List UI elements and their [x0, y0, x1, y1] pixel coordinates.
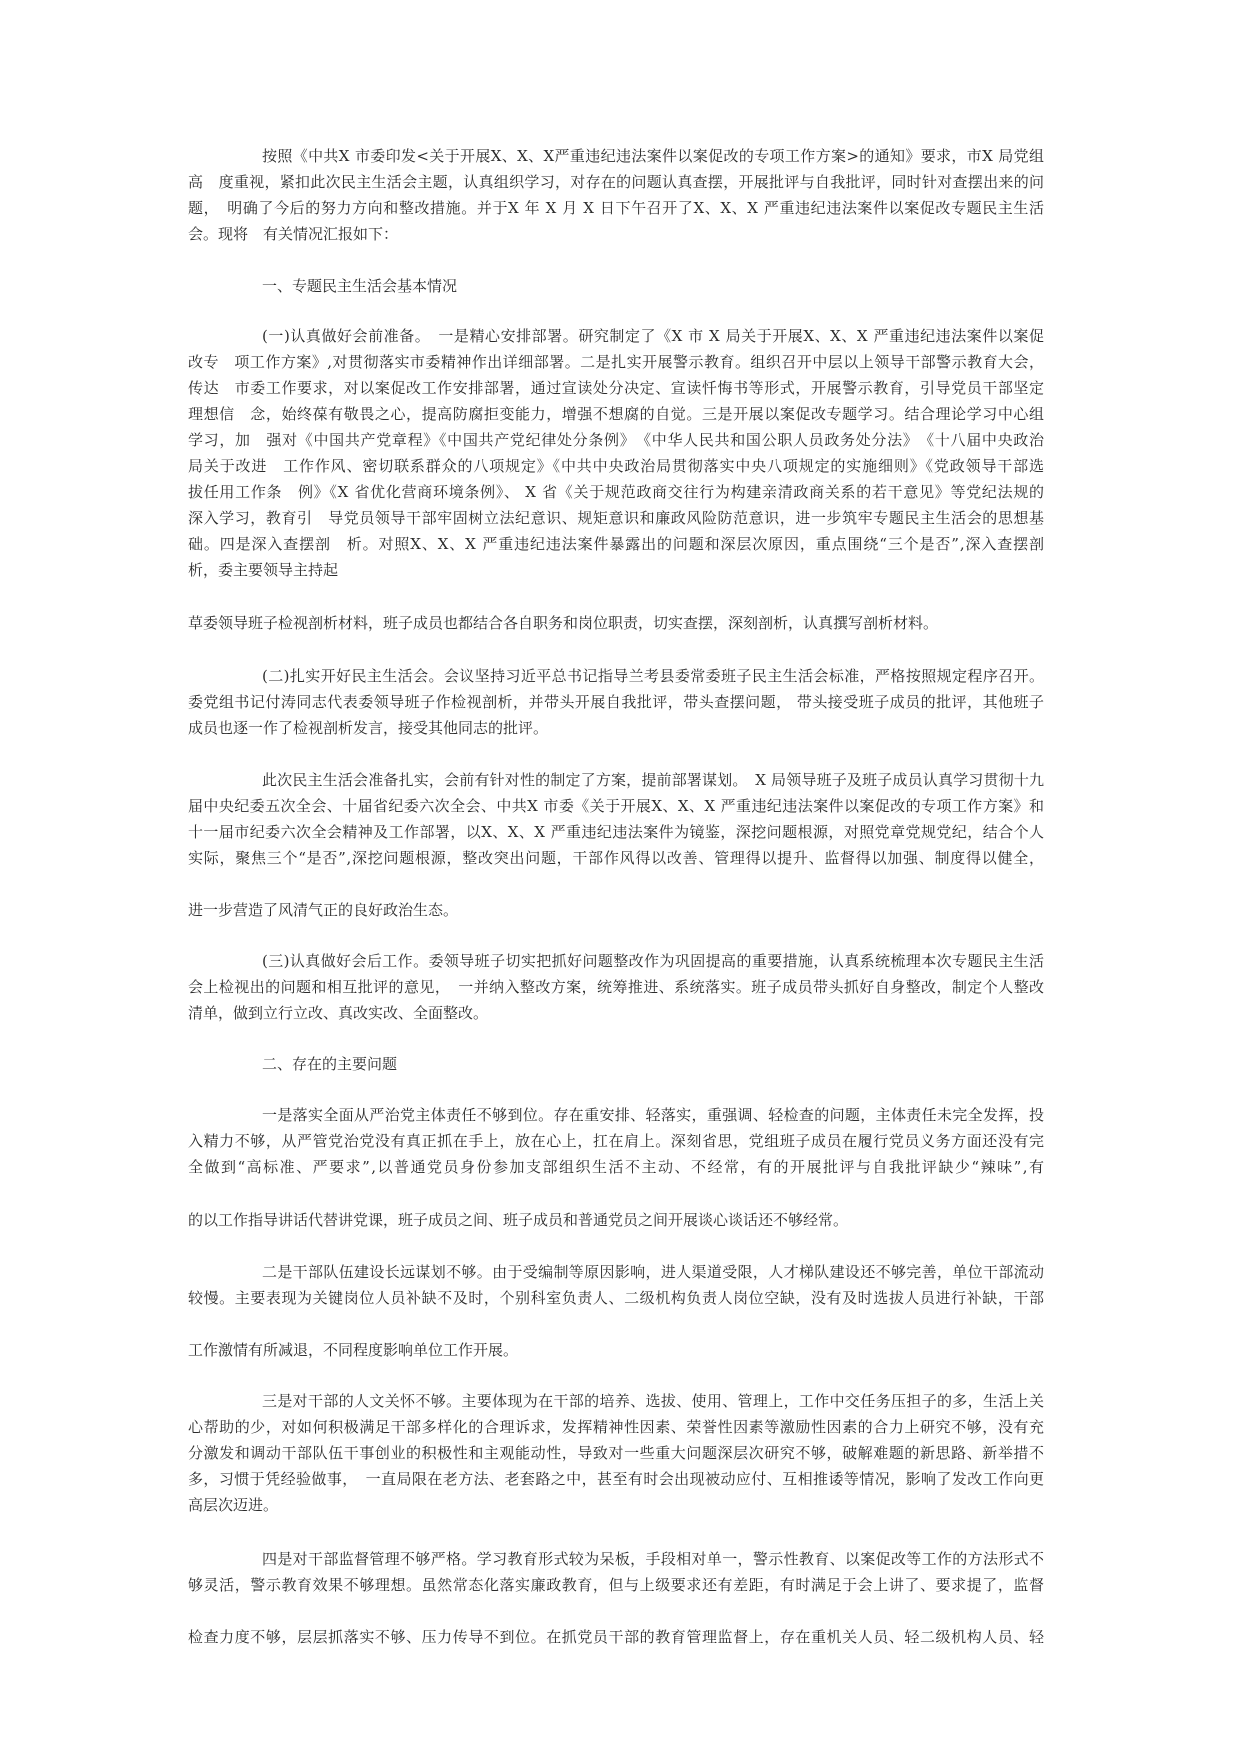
text-line: 的以工作指导讲话代替讲党课，班子成员之间、班子成员和普通党员之间开展谈心谈话还不够经常。: [188, 1211, 849, 1229]
text-line: 高 度重视，紧扣此次民主生活会主题，认真组织学习，对存在的问题认真查摆，开展批评与自我批评，同时针对查摆出来的问: [188, 173, 1045, 191]
text-line: 理想信 念，始终葆有敬畏之心，提高防腐拒变能力，增强不想腐的自觉。三是开展以案促改专题学习。结合理论学习中心组: [188, 405, 1045, 423]
text-line: 清单，做到立行立改、真改实改、全面整改。: [188, 1004, 489, 1022]
text-line: (二)扎实开好民主生活会。会议坚持习近平总书记指导兰考县委常委班子民主生活会标准，严格按照规定程序召开。: [262, 667, 1045, 685]
text-line: 局关于改进 工作作风、密切联系群众的八项规定》《中共中央政治局贯彻落实中央八项规定的实施细则》《党政领导干部选: [188, 457, 1045, 475]
text-line: 二是干部队伍建设长远谋划不够。由于受编制等原因影响，进人渠道受限，人才梯队建设还不够完善，单位干部流动: [262, 1263, 1045, 1281]
text-line: 改专 项工作方案》,对贯彻落实市委精神作出详细部署。二是扎实开展警示教育。组织召开中层以上领导干部警示教育大会，: [188, 353, 1045, 371]
text-line: (三)认真做好会后工作。委领导班子切实把抓好问题整改作为巩固提高的重要措施，认真系统梳理本次专题民主生活: [262, 952, 1045, 970]
text-line: 拔任用工作条 例》《X 省优化营商环境条例》、 X 省《关于规范政商交往行为构建亲清政商关系的若干意见》等党纪法规的: [188, 483, 1045, 501]
text-line: 够灵活，警示教育效果不够理想。虽然常态化落实廉政教育，但与上级要求还有差距，有时满足于会上讲了、要求提了，监督: [188, 1576, 1045, 1594]
text-line: 成员也逐一作了检视剖析发言，接受其他同志的批评。: [188, 719, 549, 737]
text-line: 草委领导班子检视剖析材料，班子成员也都结合各自职务和岗位职责，切实查摆，深刻剖析，认真撰写剖析材料。: [188, 614, 939, 632]
text-line: 心帮助的少，对如何积极满足干部多样化的合理诉求，发挥精神性因素、荣誉性因素等激励性因素的合力上研究不够，没有充: [188, 1418, 1045, 1436]
text-line: 委党组书记付涛同志代表委领导班子作检视剖析，并带头开展自我批评，带头查摆问题， 带头接受班子成员的批评，其他班子: [188, 693, 1045, 711]
text-line: 较慢。主要表现为关键岗位人员补缺不及时，个别科室负责人、二级机构负责人岗位空缺，没有及时选拔人员进行补缺，干部: [188, 1289, 1045, 1307]
text-line: 进一步营造了风清气正的良好政治生态。: [188, 901, 459, 919]
text-line: 全做到“高标准、严要求”,以普通党员身份参加支部组织生活不主动、不经常，有的开展批评与自我批评缺少“辣味”,有: [188, 1158, 1046, 1176]
text-line: 多，习惯于凭经验做事， 一直局限在老方法、老套路之中，甚至有时会出现被动应付、互相推诿等情况，影响了发改工作向更: [188, 1470, 1045, 1488]
text-line: 一、专题民主生活会基本情况: [262, 277, 458, 295]
text-line: 工作激情有所减退，不同程度影响单位工作开展。: [188, 1341, 519, 1359]
text-line: 四是对干部监督管理不够严格。学习教育形式较为呆板，手段相对单一，警示性教育、以案促改等工作的方法形式不: [262, 1550, 1045, 1568]
text-line: 十一届市纪委六次全会精神及工作部署，以X、X、X 严重违纪违法案件为镜鉴，深挖问题根源，对照党章党规党纪，结合个人: [188, 823, 1045, 841]
text-line: 析，委主要领导主持起: [188, 561, 339, 579]
text-line: 实际，聚焦三个“是否”,深挖问题根源，整改突出问题，干部作风得以改善、管理得以提升、监督得以加强、制度得以健全，: [188, 849, 1045, 867]
text-line: 届中央纪委五次全会、十届省纪委六次全会、中共X 市委《关于开展X、X、X 严重违纪违法案件以案促改的专项工作方案》和: [188, 797, 1045, 815]
text-line: 础。四是深入查摆剖 析。对照X、X、X 严重违纪违法案件暴露出的问题和深层次原因，重点围绕“三个是否”,深入查摆剖: [188, 535, 1045, 553]
text-line: (一)认真做好会前准备。 一是精心安排部署。研究制定了《X 市 X 局关于开展X、X、X 严重违纪违法案件以案促: [262, 327, 1045, 345]
text-line: 入精力不够，从严管党治党没有真正抓在手上，放在心上，扛在肩上。深刻省思，党组班子成员在履行党员义务方面还没有完: [188, 1132, 1045, 1150]
text-line: 高层次迈进。: [188, 1496, 279, 1514]
text-line: 会。现将 有关情况汇报如下：: [188, 225, 399, 243]
text-line: 一是落实全面从严治党主体责任不够到位。存在重安排、轻落实，重强调、轻检查的问题，主体责任未完全发挥，投: [262, 1106, 1045, 1124]
text-line: 此次民主生活会准备扎实，会前有针对性的制定了方案，提前部署谋划。 X 局领导班子及班子成员认真学习贯彻十九: [262, 771, 1045, 789]
text-line: 三是对干部的人文关怀不够。主要体现为在干部的培养、选拔、使用、管理上，工作中交任务压担子的多，生活上关: [262, 1392, 1045, 1410]
text-line: 检查力度不够，层层抓落实不够、压力传导不到位。在抓党员干部的教育管理监督上，存在重机关人员、轻二级机构人员、轻: [188, 1628, 1045, 1646]
text-line: 深入学习，教育引 导党员领导干部牢固树立法纪意识、规矩意识和廉政风险防范意识，进一步筑牢专题民主生活会的思想基: [188, 509, 1045, 527]
text-line: 题， 明确了今后的努力方向和整改措施。并于X 年 X 月 X 日下午召开了X、X、X 严重违纪违法案件以案促改专题民主生活: [188, 199, 1045, 217]
text-line: 传达 市委工作要求，对以案促改工作安排部署，通过宣读处分决定、宣读忏悔书等形式，开展警示教育，引导党员干部坚定: [188, 379, 1045, 397]
text-line: 分激发和调动干部队伍干事创业的积极性和主观能动性，导致对一些重大问题深层次研究不够，破解难题的新思路、新举措不: [188, 1444, 1045, 1462]
text-line: 按照《中共X 市委印发<关于开展X、X、X严重违纪违法案件以案促改的专项工作方案>的通知》要求，市X 局党组: [262, 147, 1045, 165]
text-line: 二、存在的主要问题: [262, 1055, 398, 1073]
text-line: 会上检视出的问题和相互批评的意见， 一并纳入整改方案，统筹推进、系统落实。班子成员带头抓好自身整改，制定个人整改: [188, 978, 1045, 996]
text-line: 学习，加 强对《中国共产党章程》《中国共产党纪律处分条例》 《中华人民共和国公职人员政务处分法》 《十八届中央政治: [188, 431, 1045, 449]
